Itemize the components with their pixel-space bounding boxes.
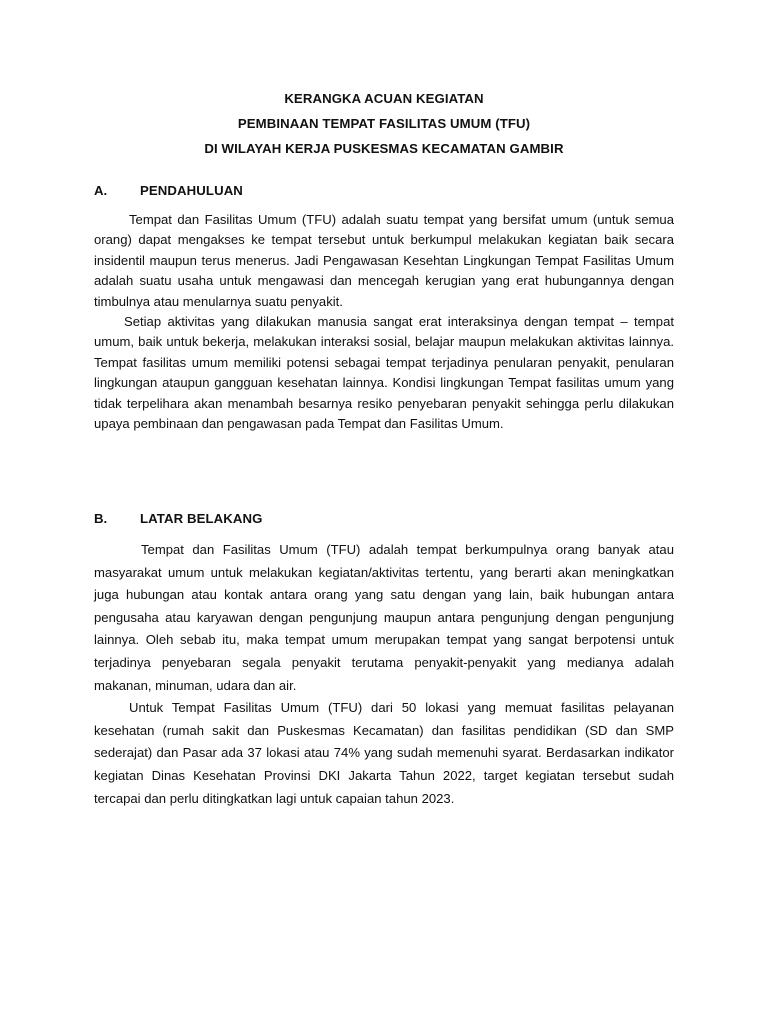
- title-line-2: PEMBINAAN TEMPAT FASILITAS UMUM (TFU): [237, 116, 531, 131]
- section-body-pendahuluan: [94, 210, 674, 434]
- section-body-latar-belakang: [94, 539, 674, 810]
- section-heading-pendahuluan: [94, 181, 243, 201]
- section-heading-latar-belakang: [94, 509, 263, 529]
- paragraph: Untuk Tempat Fasilitas Umum (TFU) dari 50 lokasi yang memuat fasilitas pelayanan kesehatan (rumah sakit dan Puskesmas Kecamatan) dan fasilitas pendidikan (SD dan SMP sederajat) dan Pasar ada 37 lokasi atau 74% yang sudah memenuhi syarat. Berdasarkan indikator kegiatan Dinas Kesehatan Provinsi DKI Jakarta Tahun 2022, target kegiatan tersebut sudah tercapai dan perlu ditingkatkan lagi untuk capaian tahun 2023.: [94, 700, 674, 806]
- section-letter: A.: [94, 183, 108, 198]
- title-line-3: DI WILAYAH KERJA PUSKESMAS KECAMATAN GAMBIR: [204, 141, 564, 156]
- paragraph: Tempat dan Fasilitas Umum (TFU) adalah tempat berkumpulnya orang banyak atau masyarakat umum untuk melakukan kegiatan/aktivitas tertentu, yang berarti akan meningkatkan juga hubungan atau kontak antara orang yang satu dengan yang lain, baik hubungan antara pengusaha atau karyawan dengan pengunjung maupun antara pengunjung dengan pengunjung lainnya. Oleh sebab itu, maka tempat umum merupakan tempat yang sangat berpotensi untuk terjadinya penyebaran segala penyakit terutama penyakit-penyakit yang medianya adalah makanan, minuman, udara dan air.: [94, 542, 674, 693]
- document-title: [0, 86, 768, 161]
- section-title: LATAR BELAKANG: [140, 511, 263, 526]
- title-line-1: KERANGKA ACUAN KEGIATAN: [284, 91, 484, 106]
- section-letter: B.: [94, 511, 108, 526]
- paragraph: Tempat dan Fasilitas Umum (TFU) adalah suatu tempat yang bersifat umum (untuk semua orang) dapat mengakses ke tempat tersebut untuk berkumpul melakukan kegiatan baik secara insidentil maupun terus menerus. Jadi Pengawasan Kesehtan Lingkungan Tempat Fasilitas Umum adalah suatu usaha untuk mengawasi dan mencegah kerugian yang erat hubungannya dengan timbulnya atau menularnya suatu penyakit.: [94, 212, 674, 309]
- paragraph: Setiap aktivitas yang dilakukan manusia sangat erat interaksinya dengan tempat – tempat umum, baik untuk bekerja, melakukan interaksi sosial, belajar maupun melakukan aktivitas lainnya. Tempat fasilitas umum memiliki potensi sebagai tempat terjadinya penularan penyakit, penularan lingkungan ataupun gangguan kesehatan lainnya. Kondisi lingkungan Tempat fasilitas umum yang tidak terpelihara akan menambah besarnya resiko penyebaran penyakit sehingga perlu dilakukan upaya pembinaan dan pengawasan pada Tempat dan Fasilitas Umum.: [94, 314, 674, 432]
- section-title: PENDAHULUAN: [140, 183, 243, 198]
